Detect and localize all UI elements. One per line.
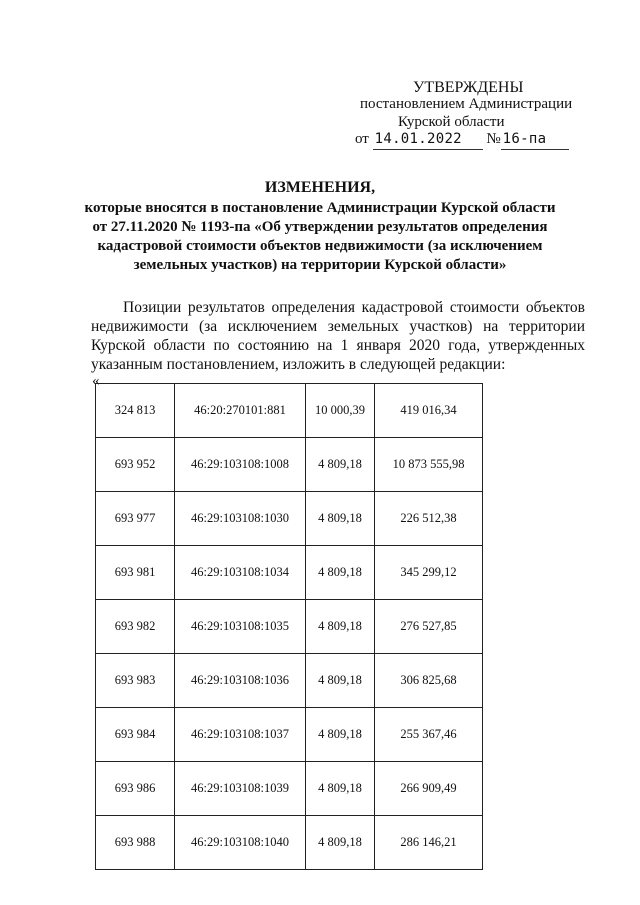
table-row: [96, 654, 483, 708]
table-row: [96, 438, 483, 492]
specific-value-cell: 4 809,18: [306, 816, 375, 870]
specific-value-cell: 4 809,18: [306, 708, 375, 762]
cadastral-value-cell: 276 527,85: [375, 600, 483, 654]
specific-value-cell: 4 809,18: [306, 654, 375, 708]
table-row: [96, 708, 483, 762]
cadastral-number-cell: 46:29:103108:1040: [175, 816, 306, 870]
cadastral-number-cell: 46:29:103108:1035: [175, 600, 306, 654]
heading-line-2: от 27.11.2020 № 1193-па «Об утверждении результатов определения: [92, 219, 548, 235]
position-number-cell: 693 982: [96, 600, 175, 654]
table-row: [96, 816, 483, 870]
heading-line-1: которые вносятся в постановление Администрации Курской области: [84, 200, 556, 216]
cadastral-value-cell: 306 825,68: [375, 654, 483, 708]
date-prefix: от: [355, 131, 369, 147]
cadastral-number-cell: 46:29:103108:1034: [175, 546, 306, 600]
cadastral-number-cell: 46:20:270101:881: [175, 384, 306, 438]
cadastral-number-cell: 46:29:103108:1039: [175, 762, 306, 816]
approval-region: Курской области: [398, 114, 505, 130]
position-number-cell: 693 983: [96, 654, 175, 708]
number-prefix: №: [486, 131, 501, 147]
position-number-cell: 693 952: [96, 438, 175, 492]
cadastral-number-cell: 46:29:103108:1008: [175, 438, 306, 492]
specific-value-cell: 4 809,18: [306, 600, 375, 654]
table-row: [96, 546, 483, 600]
table-row: [96, 762, 483, 816]
position-number-cell: 693 984: [96, 708, 175, 762]
cadastral-number-cell: 46:29:103108:1036: [175, 654, 306, 708]
approval-date-number: [355, 130, 580, 150]
table-row: [96, 384, 483, 438]
position-number-cell: 693 977: [96, 492, 175, 546]
heading-line-3: кадастровой стоимости объектов недвижимости (за исключением: [97, 238, 543, 254]
cadastral-value-cell: 345 299,12: [375, 546, 483, 600]
specific-value-cell: 4 809,18: [306, 438, 375, 492]
position-number-cell: 693 981: [96, 546, 175, 600]
cadastral-value-table: [95, 383, 483, 870]
specific-value-cell: 4 809,18: [306, 546, 375, 600]
document-heading: [70, 178, 570, 275]
open-quote: «: [92, 373, 100, 389]
cadastral-value-cell: 10 873 555,98: [375, 438, 483, 492]
table-row: [96, 492, 483, 546]
approval-issuer: постановлением Администрации: [360, 96, 573, 112]
specific-value-cell: 4 809,18: [306, 492, 375, 546]
specific-value-cell: 4 809,18: [306, 762, 375, 816]
specific-value-cell: 10 000,39: [306, 384, 375, 438]
approval-date: 14.01.2022: [373, 130, 483, 150]
cadastral-value-cell: 286 146,21: [375, 816, 483, 870]
cadastral-value-cell: 419 016,34: [375, 384, 483, 438]
approval-title: УТВЕРЖДЕНЫ: [413, 79, 524, 96]
position-number-cell: 324 813: [96, 384, 175, 438]
approval-number: 16-па: [501, 130, 569, 150]
cadastral-value-cell: 255 367,46: [375, 708, 483, 762]
heading-title: ИЗМЕНЕНИЯ,: [264, 179, 376, 196]
position-number-cell: 693 988: [96, 816, 175, 870]
body-paragraph: Позиции результатов определения кадастровой стоимости объектов недвижимости (за исключением земельных участков) на территории Курской области по состоянию на 1 января 2020 года, утвержденных указанным постановлением, изложить в следующей редакции:: [91, 299, 585, 373]
cadastral-number-cell: 46:29:103108:1030: [175, 492, 306, 546]
cadastral-value-cell: 266 909,49: [375, 762, 483, 816]
heading-line-4: земельных участков) на территории Курской области»: [133, 257, 507, 273]
cadastral-number-cell: 46:29:103108:1037: [175, 708, 306, 762]
position-number-cell: 693 986: [96, 762, 175, 816]
table-row: [96, 600, 483, 654]
cadastral-value-cell: 226 512,38: [375, 492, 483, 546]
